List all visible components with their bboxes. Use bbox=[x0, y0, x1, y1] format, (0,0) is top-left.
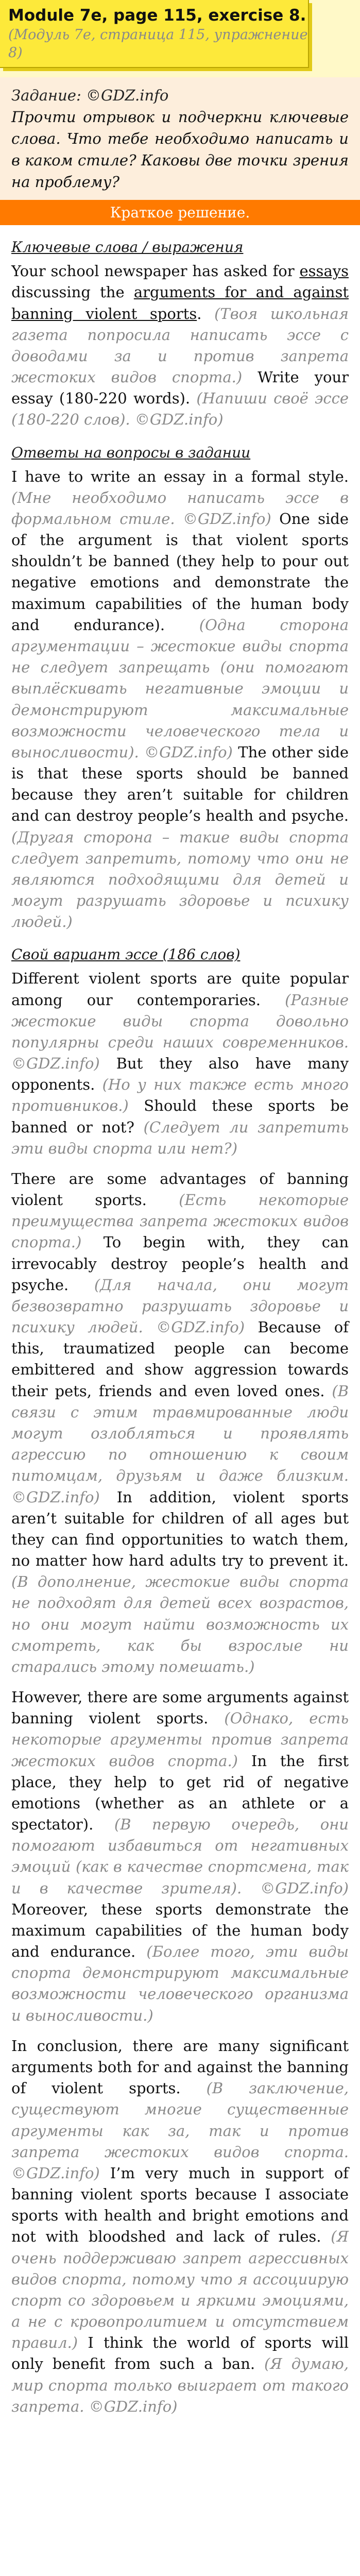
e1-text-2: But they also have many opponents. bbox=[11, 1055, 349, 1094]
e3-translation-3: (Более того, эти виды спорта демонстрируют максимальные возможности человеческого организма и выносливости.) bbox=[11, 1943, 349, 2024]
e1-translation-2: (Но у них также есть много противников.) bbox=[11, 1076, 349, 1115]
e1-translation-1: (Разные жестокие виды спорта довольно популярны среди наших современников. ©GDZ.info) bbox=[11, 991, 349, 1073]
answers-heading: Ответы на вопросы в задании bbox=[11, 444, 251, 461]
kw-watermark: ©GDZ.info) bbox=[130, 411, 224, 429]
kw-translation-1: (Твоя школьная газета попросила написать эссе с доводами за и против запрета жестоких видов спорта.) bbox=[11, 304, 349, 386]
e4-text-2: I’m very much in support of banning violent sports because I associate sports with health and bright emotions and not with bloodshed and lack of rules. bbox=[11, 2164, 349, 2246]
e4-text-1: In conclusion, there are many significant arguments both for and against the banning of violent sports. bbox=[11, 2037, 349, 2097]
e4-translation-1: (В заключение, существуют многие существенные аргументы как за, так и против запрета жестоких видов спорта. ©GDZ.info) bbox=[11, 2079, 349, 2182]
e2-translation-2: (Для начала, они могут безвозвратно разрушать здоровье и психику людей. ©GDZ.info) bbox=[11, 1276, 349, 1336]
e2-text-4: In addition, violent sports aren’t suitable for children of all ages but they can find opportunities to watch them, no matter how hard adults try to prevent it. bbox=[11, 1488, 349, 1570]
ans-text-1: I have to write an essay in a formal style. bbox=[11, 467, 349, 485]
task-label: Задание: ©GDZ.info bbox=[11, 87, 169, 104]
essay-paragraph-1 bbox=[11, 968, 349, 1159]
e4-translation-2: (Я очень поддерживаю запрет агрессивных видов спорта, потому что я ассоциирую спорт со здоровьем и яркими эмоциями, а не с кровопролитием и отсутствием правил.) bbox=[11, 2228, 349, 2352]
e4-text-3: I think the world of sports will only benefit from such a ban. bbox=[11, 2334, 349, 2373]
kw-text-3: . bbox=[197, 304, 215, 323]
short-solution-banner: Краткое решение. bbox=[0, 200, 360, 225]
e4-translation-3: (Я думаю, мир спорта только выиграет от такого запрета. ©GDZ.info) bbox=[11, 2355, 349, 2415]
header-band bbox=[0, 0, 360, 77]
ans-translation-1: (Мне необходимо написать эссе в формальном стиле. ©GDZ.info) bbox=[11, 488, 349, 528]
e3-translation-1: (Однако, есть некоторые аргументы против запрета жестоких видов спорта.) bbox=[11, 1709, 349, 1770]
essay-paragraph-4 bbox=[11, 2036, 349, 2417]
ans-text-2: One side of the argument is that violent sports shouldn’t be banned (they help to pour out negative emotions and demonstrate the maximum capabilities of the human body and endurance). bbox=[11, 510, 349, 634]
e2-text-2: To begin with, they can irrevocably destroy people’s health and psyche. bbox=[11, 1233, 349, 1294]
e1-text-1: Different violent sports are quite popular among our contemporaries. bbox=[11, 970, 349, 1009]
e2-text-1: There are some advantages of banning violent sports. bbox=[11, 1170, 349, 1209]
kw-translation-2: (Напиши своё эссе (180-220 слов). bbox=[11, 389, 349, 429]
e2-translation-4: (В дополнение, жестокие виды спорта не подходят для детей всех возрастов, но они могут найти возможность их смотреть, как бы взрослые ни старались этому помешать.) bbox=[11, 1573, 349, 1675]
kw-text-2: discussing the bbox=[11, 283, 134, 301]
task-text: Прочти отрывок и подчеркни ключевые слова. Что тебе необходимо написать и в каком стиле? Каковы две точки зрения на проблему? bbox=[11, 108, 349, 191]
task-box bbox=[0, 77, 360, 200]
ans-translation-2: (Одна сторона аргументации – жестокие виды спорта не следует запрещать (они помогают выплёскивать негативные эмоции и демонстрируют максимальные возможности человеческого тела и выносливости). ©GDZ.info) bbox=[11, 616, 349, 761]
keywords-heading: Ключевые слова / выражения bbox=[11, 239, 244, 256]
kw-underlined-essays: essays bbox=[299, 262, 349, 280]
kw-text-4: Write your essay (180-220 words). bbox=[11, 368, 349, 408]
keywords-paragraph bbox=[11, 261, 349, 430]
ans-translation-3: (Другая сторона – такие виды спорта следует запретить, потому что они не являются подходящими для детей и могут разрушать здоровье и психику людей.) bbox=[11, 828, 349, 931]
e2-text-3: Because of this, traumatized people can become embittered and show aggression towards their pets, friends and even loved ones. bbox=[11, 1318, 349, 1400]
e1-translation-3: (Следует ли запретить эти виды спорта или нет?) bbox=[11, 1118, 349, 1157]
e3-text-1: However, there are some arguments against banning violent sports. bbox=[11, 1688, 349, 1727]
e2-translation-3: (В связи с этим травмированные люди могут озлобляться и проявлять агрессию по отношению к своим питомцам, друзьям и даже близким. ©GDZ.info) bbox=[11, 1382, 349, 1506]
ans-text-3: The other side is that these sports should be banned because they aren’t suitable for children and can destroy people’s health and psyche. bbox=[11, 743, 349, 825]
answers-paragraph bbox=[11, 466, 349, 933]
module-title: Module 7e, page 115, exercise 8. bbox=[8, 6, 306, 25]
e3-text-3: Moreover, these sports demonstrate the maximum capabilities of the human body and endurance. bbox=[11, 1900, 349, 1961]
kw-underlined-arguments: arguments for and against banning violent sports bbox=[11, 283, 349, 323]
e2-translation-1: (Есть некоторые преимущества запрета жестоких видов спорта.) bbox=[11, 1191, 349, 1251]
e1-text-3: Should these sports be banned or not? bbox=[11, 1097, 349, 1136]
module-subtitle: (Модуль 7e, страница 115, упражнение 8) bbox=[8, 27, 308, 61]
essay-heading: Свой вариант эссе (186 слов) bbox=[11, 946, 241, 963]
kw-text-1: Your school newspaper has asked for bbox=[11, 262, 300, 280]
e3-translation-2: (В первую очередь, они помогают избавиться от негативных эмоций (как в качестве спортсмена, так и в качестве зрителя). ©GDZ.info) bbox=[11, 1816, 349, 1897]
essay-paragraph-3 bbox=[11, 1687, 349, 2026]
e3-text-2: In the first place, they help to get rid of negative emotions (whether as an athlete or a spectator). bbox=[11, 1752, 349, 1834]
module-ribbon bbox=[0, 0, 309, 68]
essay-paragraph-2 bbox=[11, 1168, 349, 1677]
